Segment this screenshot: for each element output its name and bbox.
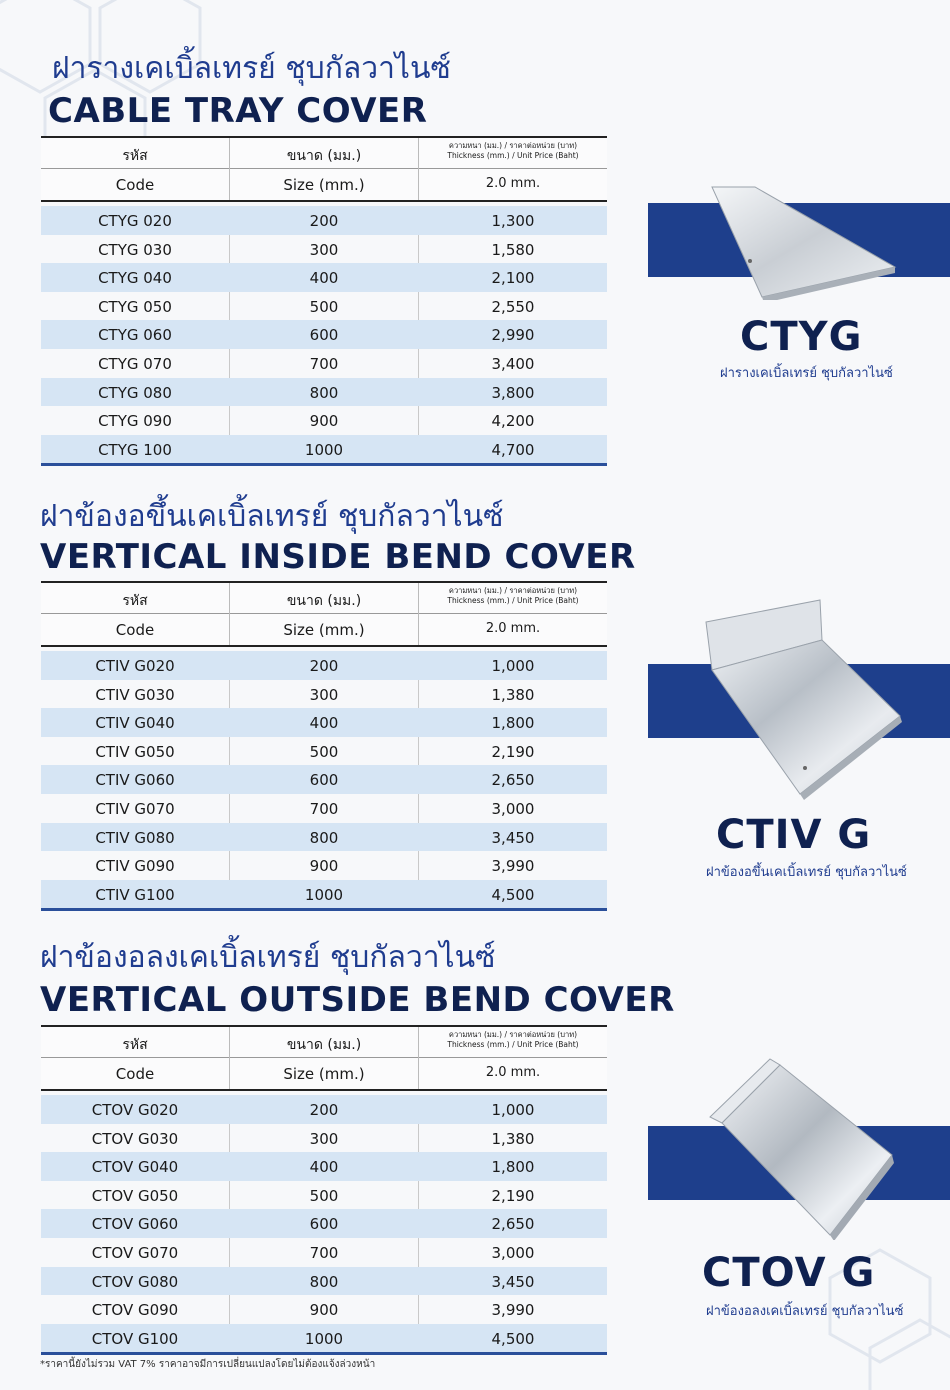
table-row: CTOV G070 700 3,000 (91, 1243, 535, 1262)
size-header-thai: ขนาด (มม.) (286, 593, 362, 609)
cable-tray-cover-image (700, 185, 900, 300)
table-row: CTYG 070 700 3,400 (98, 354, 535, 373)
section-title-thai: ฝาข้องอขึ้นเคเบิ้ลเทรย์ ชุบกัลวาไนซ์ (40, 499, 504, 534)
table-header (41, 136, 607, 202)
table-row: CTYG 060 600 2,990 (41, 320, 607, 349)
section-title-english: CABLE TRAY COVER (48, 91, 428, 131)
table-header (41, 581, 607, 647)
product-code: CTOV G (702, 1250, 876, 1296)
table-row: CTIV G100 1000 4,500 (41, 880, 607, 909)
table-body (41, 651, 607, 908)
table-body (41, 206, 607, 463)
outside-bend-cover-image (700, 1055, 900, 1240)
table-row: CTIV G030 300 1,380 (95, 685, 535, 704)
table-row: CTIV G070 700 3,000 (95, 799, 535, 818)
table-row: CTOV G020 200 1,000 (41, 1095, 607, 1124)
table-row: CTIV G050 500 2,190 (95, 742, 535, 761)
table-row: CTOV G060 600 2,650 (41, 1209, 607, 1238)
size-header: Size (mm.) (283, 176, 365, 194)
code-header: Code (115, 1065, 155, 1083)
table-row: CTOV G030 300 1,380 (91, 1129, 535, 1148)
thickness-header: 2.0 mm. (485, 1065, 541, 1080)
price-header-thai: ความหนา (มม.) / ราคาต่อหน่วย (บาท) Thickness (mm.) / Unit Price (Baht) (447, 141, 579, 160)
price-header-thai: ความหนา (มม.) / ราคาต่อหน่วย (บาท) Thickness (mm.) / Unit Price (Baht) (447, 586, 579, 605)
table-row: CTYG 100 1000 4,700 (41, 435, 607, 464)
inside-bend-cover-image (700, 598, 910, 803)
code-header: Code (115, 176, 155, 194)
size-header: Size (mm.) (283, 1065, 365, 1083)
table-row: CTOV G040 400 1,800 (41, 1152, 607, 1181)
table-header (41, 1025, 607, 1091)
section-title-thai: ฝารางเคเบิ้ลเทรย์ ชุบกัลวาไนซ์ (52, 51, 451, 86)
code-header: Code (115, 621, 155, 639)
price-header-thai: ความหนา (มม.) / ราคาต่อหน่วย (บาท) Thickness (mm.) / Unit Price (Baht) (447, 1030, 579, 1049)
section-title-thai: ฝาข้องอลงเคเบิ้ลเทรย์ ชุบกัลวาไนซ์ (40, 940, 496, 975)
product-name-thai: ฝาข้องอขึ้นเคเบิ้ลเทรย์ ชุบกัลวาไนซ์ (706, 865, 907, 880)
price-table (41, 581, 607, 911)
thickness-header: 2.0 mm. (485, 621, 541, 636)
code-header-thai: รหัส (122, 148, 148, 164)
code-header-thai: รหัส (122, 1037, 148, 1053)
table-row: CTOV G100 1000 4,500 (41, 1324, 607, 1353)
size-header: Size (mm.) (283, 621, 365, 639)
product-code: CTIV G (716, 812, 872, 858)
table-row: CTYG 030 300 1,580 (98, 240, 535, 259)
table-row: CTIV G020 200 1,000 (41, 651, 607, 680)
table-row: CTYG 080 800 3,800 (41, 378, 607, 407)
table-row: CTOV G050 500 2,190 (91, 1186, 535, 1205)
table-row: CTYG 090 900 4,200 (98, 412, 535, 431)
size-header-thai: ขนาด (มม.) (286, 1037, 362, 1053)
table-row: CTYG 040 400 2,100 (41, 263, 607, 292)
product-name-thai: ฝารางเคเบิ้ลเทรย์ ชุบกัลวาไนซ์ (720, 366, 893, 381)
section-title-english: VERTICAL OUTSIDE BEND COVER (40, 980, 675, 1020)
table-row: CTYG 050 500 2,550 (98, 297, 535, 316)
table-row: CTOV G090 900 3,990 (91, 1301, 535, 1320)
product-code: CTYG (740, 314, 863, 360)
table-row: CTIV G060 600 2,650 (41, 765, 607, 794)
table-body (41, 1095, 607, 1352)
code-header-thai: รหัส (122, 593, 148, 609)
price-table (41, 136, 607, 466)
product-name-thai: ฝาข้องอลงเคเบิ้ลเทรย์ ชุบกัลวาไนซ์ (706, 1304, 904, 1319)
table-row: CTYG 020 200 1,300 (41, 206, 607, 235)
table-row: CTIV G090 900 3,990 (95, 857, 535, 876)
section-title-english: VERTICAL INSIDE BEND COVER (40, 537, 636, 577)
size-header-thai: ขนาด (มม.) (286, 148, 362, 164)
table-row: CTIV G040 400 1,800 (41, 708, 607, 737)
price-table (41, 1025, 607, 1355)
price-footnote: *ราคานี้ยังไม่รวม VAT 7% ราคาอาจมีการเปลี่ยนแปลงโดยไม่ต้องแจ้งล่วงหน้า (40, 1359, 376, 1370)
thickness-header: 2.0 mm. (485, 176, 541, 191)
table-row: CTOV G080 800 3,450 (41, 1267, 607, 1296)
table-row: CTIV G080 800 3,450 (41, 823, 607, 852)
